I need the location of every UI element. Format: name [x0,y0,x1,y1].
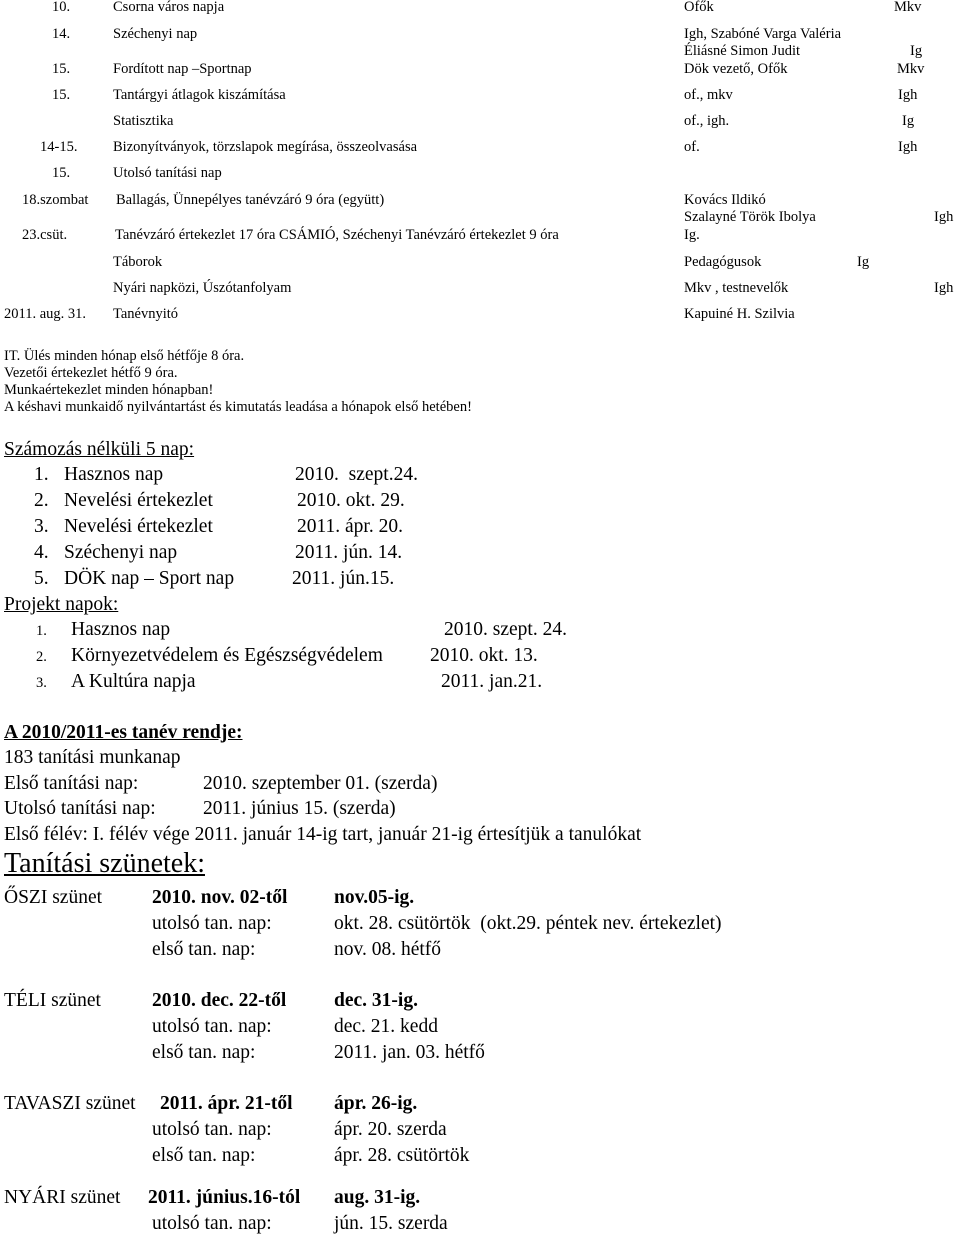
table-row [0,27,960,45]
row-responsible: Mkv , testnevelők [684,280,789,296]
list-item-number: 2. [36,649,47,665]
row-number: 15. [52,87,71,103]
row-responsible: Dök vezető, Ofők [684,61,788,77]
summer-last-day-value: jún. 15. szerda [334,1213,448,1234]
list-item-date: 2010. okt. 13. [430,645,538,666]
row-event: Statisztika [113,113,174,129]
list-item-number: 4. [34,542,49,563]
list-item-number: 2. [34,490,49,511]
list-item-date: 2010. szept.24. [295,464,418,485]
autumn-break-label: ŐSZI szünet [4,887,103,908]
list-item-number: 3. [36,675,47,691]
summer-break-to: aug. 31-ig. [334,1187,421,1208]
row-event: Táborok [113,254,163,270]
row-responsible: of. [684,139,700,155]
first-day-value: 2010. szeptember 01. (szerda) [203,773,438,794]
row-event: Bizonyítványok, törzslapok megírása, összeolvasása [113,139,418,155]
list-item-date: 2011. jún.15. [292,568,395,589]
row-responsible-2: Mkv [897,61,925,77]
winter-last-day-label: utolsó tan. nap: [152,1016,272,1037]
row-event: Tanévzáró értekezlet 17 óra CSÁMIÓ, Széchenyi Tanévzáró értekezlet 9 óra [115,227,559,243]
row-responsible-2: Igh [898,87,918,103]
row-event: Tanévnyitó [113,306,179,322]
row-responsible: Kapuiné H. Szilvia [684,306,795,322]
list-item-date: 2010. okt. 29. [297,490,405,511]
spring-break-label: TAVASZI szünet [4,1093,136,1114]
row-number: 15. [52,165,71,181]
row-number: 14. [52,26,71,42]
row-event: Ballagás, Ünnepélyes tanévzáró 9 óra (együtt) [116,192,385,208]
row-responsible: Éliásné Simon Judit [684,43,800,59]
table-row [0,166,960,184]
table-row [0,281,960,299]
list-item-number: 1. [36,623,47,639]
winter-break-to: dec. 31-ig. [334,990,418,1011]
row-responsible: Szalayné Török Ibolya [684,209,816,225]
list-item-name: Hasznos nap [71,619,171,640]
winter-first-day-value: 2011. jan. 03. hétfő [334,1042,485,1063]
list-item-number: 1. [34,464,49,485]
workdays-count: 183 tanítási munkanap [4,747,181,768]
list-item-name: Széchenyi nap [64,542,178,563]
list-item-name: Környezetvédelem és Egészségvédelem [71,645,383,666]
table-row [0,114,960,132]
row-responsible-2: Igh [934,209,954,225]
table-row [0,88,960,106]
row-event: Tantárgyi átlagok kiszámítása [113,87,286,103]
spring-break-from: 2011. ápr. 21-től [160,1093,293,1114]
row-event: Csorna város napja [113,0,225,15]
list-item-number: 3. [34,516,49,537]
autumn-first-day-label: első tan. nap: [152,939,256,960]
project-days-heading: Projekt napok: [4,594,119,615]
list-item-date: 2010. szept. 24. [444,619,567,640]
row-responsible: Pedagógusok [684,254,762,270]
row-number: 18.szombat [22,192,89,208]
last-day-value: 2011. június 15. (szerda) [203,798,396,819]
last-day-label: Utolsó tanítási nap: [4,798,156,819]
row-event: Széchenyi nap [113,26,198,42]
row-responsible: Ofők [684,0,714,15]
row-responsible: Kovács Ildikó [684,192,766,208]
spring-last-day-label: utolsó tan. nap: [152,1119,272,1140]
autumn-last-day-label: utolsó tan. nap: [152,913,272,934]
row-event: Utolsó tanítási nap [113,165,222,181]
row-responsible-2: Igh [934,280,954,296]
spring-last-day-value: ápr. 20. szerda [334,1119,447,1140]
row-event: Nyári napközi, Úszótanfolyam [113,280,292,296]
list-item-date: 2011. jan.21. [441,671,543,692]
table-row [0,62,960,80]
table-row [0,255,960,273]
row-responsible: Igh, Szabóné Varga Valéria [684,26,842,42]
winter-first-day-label: első tan. nap: [152,1042,256,1063]
row-responsible: of., igh. [684,113,730,129]
row-responsible-2: Ig [902,113,915,129]
semester-info: Első félév: I. félév vége 2011. január 14-ig tart, január 21-ig értesítjük a tanulókat [4,824,642,845]
winter-break-label: TÉLI szünet [4,990,101,1011]
note-line: Vezetői értekezlet hétfő 9 óra. [4,365,178,381]
row-responsible: Ig. [684,227,700,243]
list-item-name: A Kultúra napja [71,671,196,692]
table-row [0,307,960,325]
note-line: A késhavi munkaidő nyilvántartást és kimutatás leadása a hónapok első hetében! [4,399,472,415]
row-responsible-2: Mkv [894,0,922,15]
list-item-name: DÖK nap – Sport nap [64,568,235,589]
numbered-days-heading: Számozás nélküli 5 nap: [4,439,195,460]
autumn-break-from: 2010. nov. 02-től [152,887,288,908]
row-number: 15. [52,61,71,77]
row-number: 14-15. [40,139,78,155]
list-item-number: 5. [34,568,49,589]
list-item-name: Hasznos nap [64,464,164,485]
note-line: IT. Ülés minden hónap első hétfője 8 óra. [4,348,245,364]
list-item-name: Nevelési értekezlet [64,490,213,511]
breaks-heading: Tanítási szünetek: [4,848,205,879]
spring-first-day-value: ápr. 28. csütörtök [334,1145,470,1166]
list-item-date: 2011. ápr. 20. [297,516,403,537]
table-row [0,193,960,211]
autumn-first-day-value: nov. 08. hétfő [334,939,442,960]
table-row [0,210,960,228]
year-order-heading: A 2010/2011-es tanév rendje: [4,722,243,743]
note-line: Munkaértekezlet minden hónapban! [4,382,214,398]
spring-break-to: ápr. 26-ig. [334,1093,418,1114]
table-row [0,0,960,18]
autumn-last-day-value: okt. 28. csütörtök (okt.29. péntek nev. értekezlet) [334,913,722,934]
row-responsible: of., mkv [684,87,733,103]
list-item-name: Nevelési értekezlet [64,516,213,537]
row-responsible-2: Igh [898,139,918,155]
autumn-break-to: nov.05-ig. [334,887,415,908]
table-row [0,44,960,62]
summer-last-day-label: utolsó tan. nap: [152,1213,272,1234]
row-number: 2011. aug. 31. [4,306,87,322]
row-responsible-2: Ig [910,43,923,59]
winter-break-from: 2010. dec. 22-től [152,990,287,1011]
spring-first-day-label: első tan. nap: [152,1145,256,1166]
row-number: 23.csüt. [22,227,68,243]
table-row [0,140,960,158]
summer-break-from: 2011. június.16-tól [148,1187,301,1208]
first-day-label: Első tanítási nap: [4,773,139,794]
table-row [0,228,960,246]
winter-last-day-value: dec. 21. kedd [334,1016,438,1037]
summer-break-label: NYÁRI szünet [4,1187,121,1208]
row-event: Fordított nap –Sportnap [113,61,252,77]
list-item-date: 2011. jún. 14. [295,542,403,563]
row-number: 10. [52,0,71,15]
row-responsible-2: Ig [857,254,870,270]
